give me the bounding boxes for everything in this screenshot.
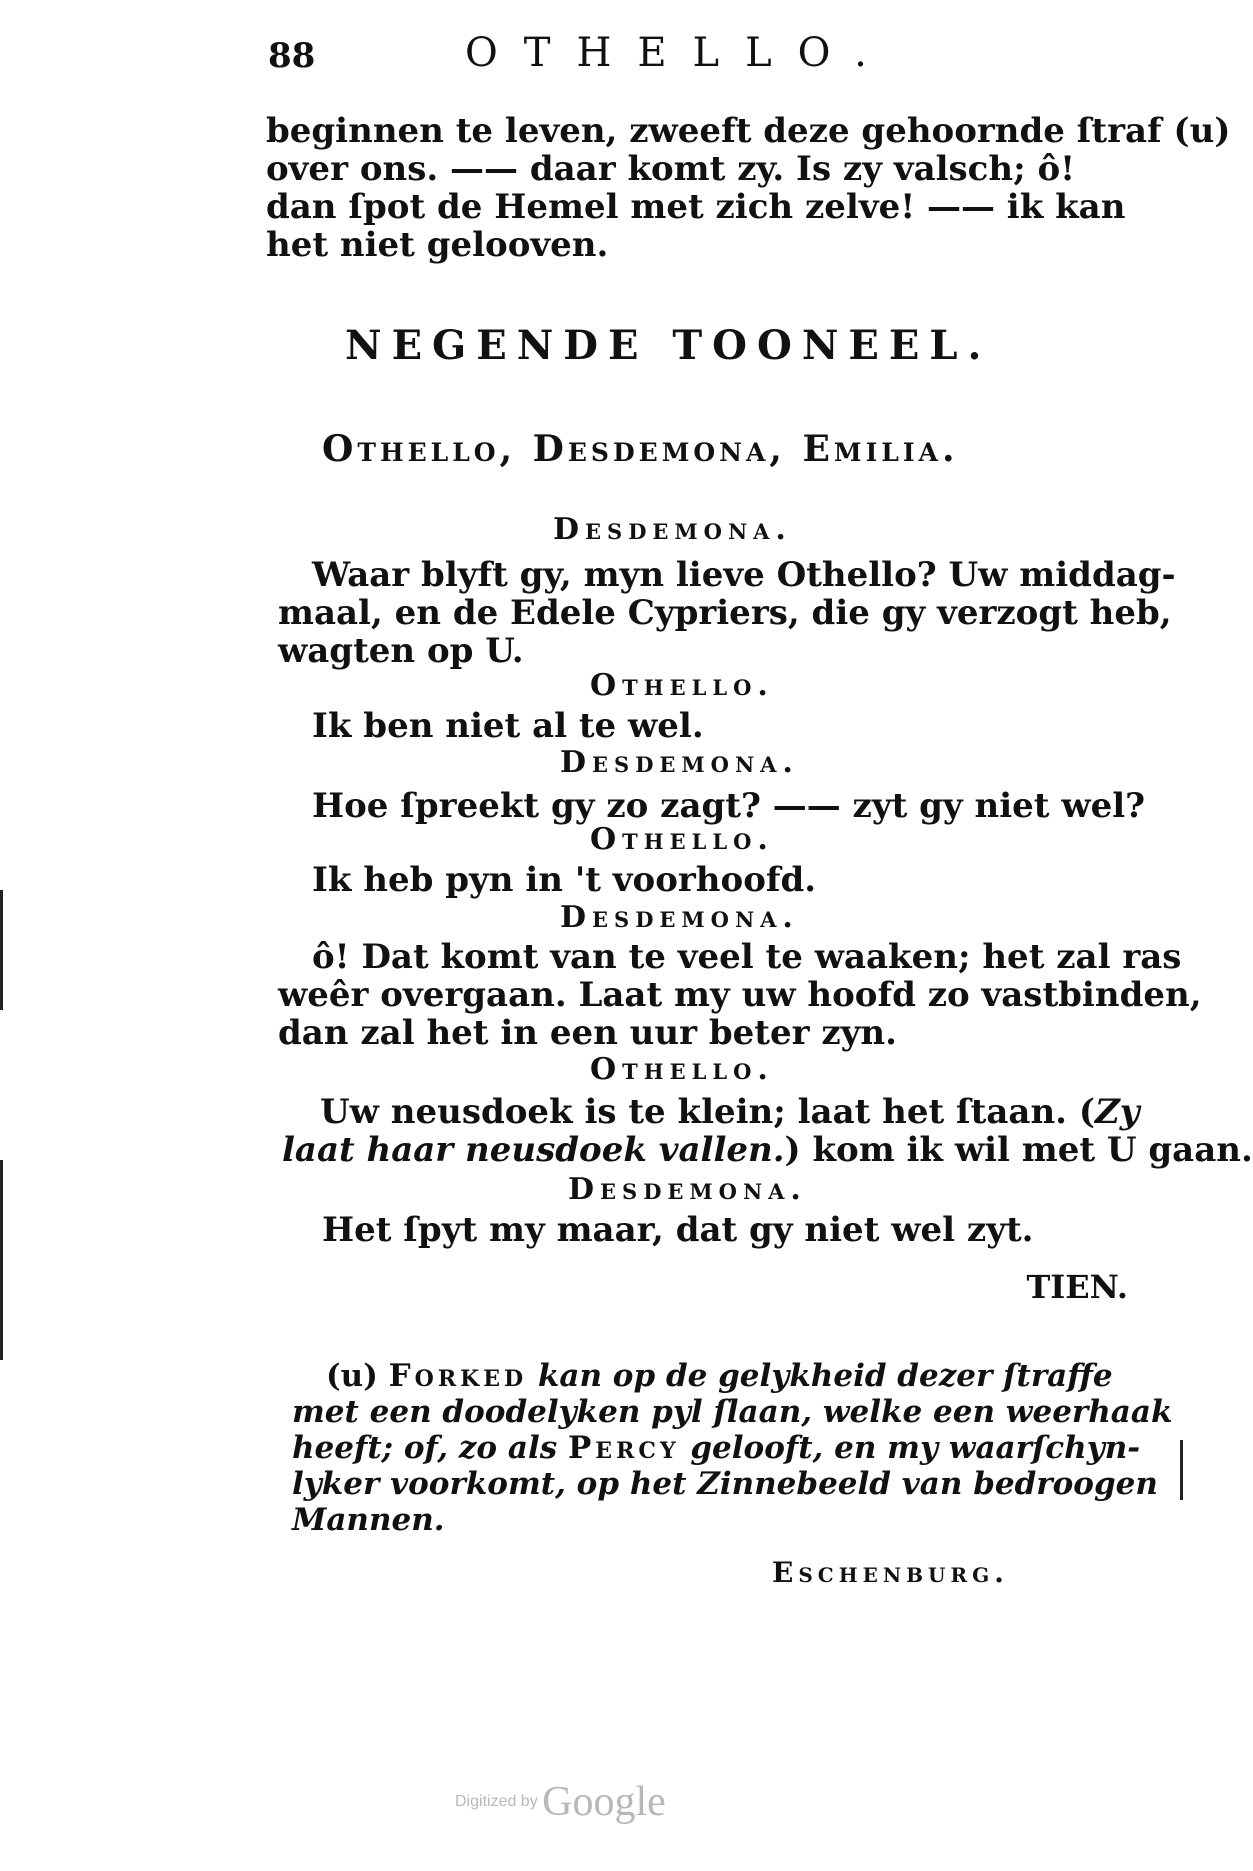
speech: Ik heb pyn in 't voorhoofd.	[312, 860, 817, 900]
footnote-line: Mannen.	[292, 1502, 445, 1538]
cast-list: Othello, Desdemona, Emilia.	[322, 428, 959, 470]
text-line: Waar blyft gy, myn lieve Othello? Uw middag-	[312, 555, 1176, 595]
text-line: het niet gelooven.	[266, 225, 609, 265]
speech: Hoe ſpreekt gy zo zagt? —— zyt gy niet wel?	[312, 786, 1146, 826]
text-line: beginnen te leven, zweeft deze gehoornde ſtraf (u)	[266, 111, 1231, 151]
speaker-name: Othello.	[590, 1052, 774, 1087]
speech	[282, 1130, 1253, 1170]
speech	[278, 555, 1176, 671]
text-line: maal, en de Edele Cypriers, die gy verzogt heb,	[278, 593, 1172, 633]
text-line: weêr overgaan. Laat my uw hoofd zo vastbinden,	[278, 975, 1202, 1015]
scan-edge-mark	[0, 890, 3, 1010]
opening-paragraph	[266, 111, 1231, 265]
text-line: wagten op U.	[278, 631, 524, 671]
speech: Ik ben niet al te wel.	[312, 706, 704, 746]
speech-text: ) kom ik wil met U gaan.	[784, 1130, 1253, 1170]
scan-edge-mark	[1180, 1440, 1183, 1500]
footnote-line	[292, 1430, 1141, 1466]
speech	[278, 937, 1202, 1053]
footnote-text: gelooft, en my waarſchyn-	[679, 1430, 1141, 1466]
text-line: ô! Dat komt van te veel te waaken; het zal ras	[312, 937, 1182, 977]
stage-direction: Zy	[1094, 1092, 1140, 1132]
catchword: TIEN.	[1026, 1268, 1128, 1306]
footnote-author: Eschenburg.	[772, 1556, 1009, 1589]
scan-edge-mark	[0, 1160, 3, 1360]
text-line: dan zal het in een uur beter zyn.	[278, 1013, 897, 1053]
digitization-watermark	[455, 1778, 666, 1826]
footnote-line: lyker voorkomt, op het Zinnebeeld van bedroogen	[292, 1466, 1158, 1502]
speaker-name: Othello.	[590, 822, 774, 857]
text-line: over ons. —— daar komt zy. Is zy valsch; ô!	[266, 149, 1076, 189]
speaker-name: Desdemona.	[568, 1172, 807, 1207]
footnote-text: heeft; of, zo als	[292, 1430, 568, 1466]
stage-direction: laat haar neusdoek vallen.	[282, 1130, 785, 1170]
footnote-line	[292, 1358, 1132, 1394]
speech-text: Uw neusdoek is te klein; laat het ſtaan. (	[320, 1092, 1095, 1132]
footnote	[292, 1358, 1173, 1538]
speaker-name: Desdemona.	[553, 512, 792, 547]
page-number: 88	[268, 36, 316, 76]
speech	[320, 1092, 1140, 1132]
google-logo: Google	[542, 1779, 666, 1825]
scene-title: NEGENDE TOONEEL.	[345, 322, 992, 369]
speaker-name: Othello.	[590, 668, 774, 703]
watermark-prefix: Digitized by	[455, 1793, 538, 1810]
footnote-text: kan op de gelykheid dezer ſtraffe	[527, 1358, 1113, 1394]
speaker-name: Desdemona.	[560, 900, 799, 935]
running-title: OTHELLO.	[465, 30, 893, 76]
footnote-mark: (u)	[326, 1358, 378, 1394]
speech: Het ſpyt my maar, dat gy niet wel zyt.	[322, 1210, 1034, 1250]
footnote-smallcaps: Forked	[388, 1358, 528, 1394]
footnote-line: met een doodelyken pyl ſlaan, welke een weerhaak	[292, 1394, 1173, 1430]
text-line: dan ſpot de Hemel met zich zelve! —— ik kan	[266, 187, 1126, 227]
footnote-smallcaps: Percy	[567, 1430, 680, 1466]
speaker-name: Desdemona.	[560, 745, 799, 780]
